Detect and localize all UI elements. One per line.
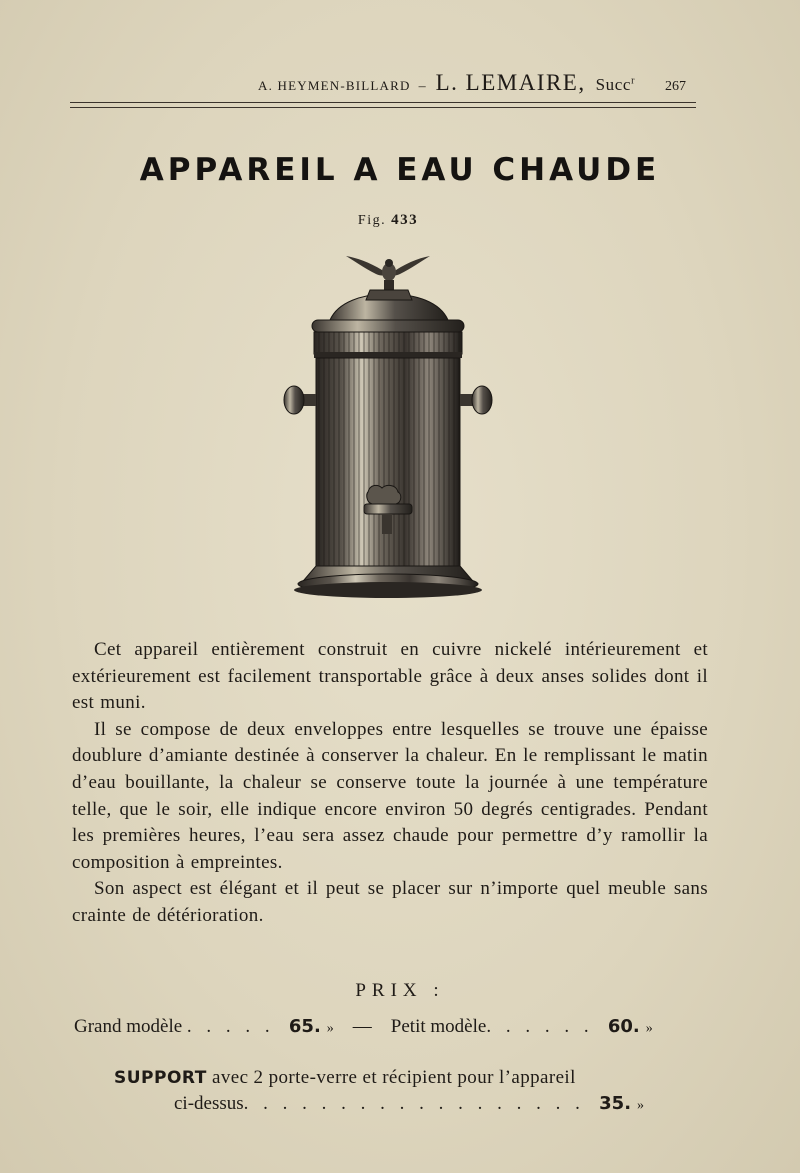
left-handle-icon — [284, 386, 316, 414]
header-company-name: L. LEMAIRE, — [435, 70, 586, 95]
support-price: 35. — [599, 1093, 632, 1114]
header-successor: Succ$^r$ — [595, 75, 635, 94]
price-unit: » — [326, 1021, 334, 1036]
support-price-row — [174, 1093, 714, 1115]
grand-model-label: Grand modèle — [74, 1016, 183, 1037]
grand-model-price: 65. — [288, 1016, 321, 1037]
price-separator: — — [352, 1016, 372, 1037]
eagle-finial-icon — [346, 256, 430, 290]
price-heading: PRIX : — [355, 980, 445, 1001]
support-keyword: SUPPORT — [114, 1068, 207, 1088]
figure-caption — [0, 212, 776, 229]
price-unit: » — [645, 1021, 653, 1036]
hot-water-appliance-illustration — [278, 248, 498, 604]
leader-dots: . . . . . . — [486, 1016, 594, 1037]
header-rule — [70, 102, 696, 108]
support-description — [114, 1067, 714, 1089]
header-dash: – — [418, 79, 426, 94]
paragraph: Cet appareil entièrement construit en cuivre nickelé intérieurement et extérieurement est facilement transportable grâce à deux anses solides dont il est muni. — [72, 639, 708, 714]
leader-dots: . . . . . — [186, 1016, 275, 1037]
paragraph: Il se compose de deux enveloppes entre lesquelles se trouve une épaisse doublure d’amiante destinée à conserver la chaleur. En le remplissant le matin d’eau bouillante, la chaleur se conserve toute la journée à une température telle, que le soir, elle indique encore environ 50 degrés centigrades. Pendant les premières heures, l’eau sera assez chaude pour permettre d’y ramollir la composition à empreintes. — [72, 718, 708, 873]
leader-dots: . . . . . . . . . . . . . . . . . . — [243, 1093, 585, 1114]
page-number: 267 — [665, 79, 686, 94]
small-model-price: 60. — [607, 1016, 640, 1037]
page-header — [70, 70, 696, 96]
price-row — [74, 1016, 714, 1038]
support-text: avec 2 porte-verre et récipient pour l’appareil — [212, 1067, 576, 1088]
price-unit: » — [637, 1098, 645, 1113]
page-title: APPAREIL A EAU CHAUDE — [139, 152, 661, 188]
header-author: A. HEYMEN-BILLARD — [258, 78, 411, 93]
figure-label: Fig. — [357, 213, 387, 228]
paragraph: Son aspect est élégant et il peut se placer sur n’importe quel meuble sans crainte de détérioration. — [72, 878, 708, 926]
small-model-label: Petit modèle — [390, 1016, 487, 1037]
right-handle-icon — [460, 386, 492, 414]
description-text — [72, 637, 708, 930]
figure-number: 433 — [391, 212, 419, 228]
support-text-continued: ci-dessus — [174, 1093, 244, 1114]
